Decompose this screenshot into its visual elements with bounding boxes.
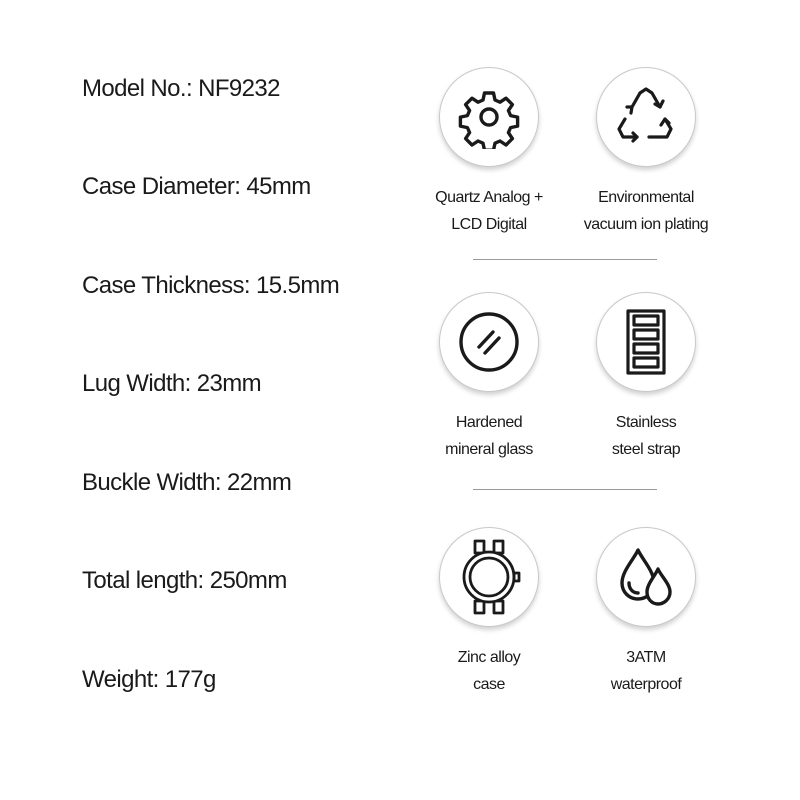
feature-label-line1: Stainless <box>615 414 677 431</box>
spec-buckle-width: Buckle Width: 22mm <box>82 469 292 496</box>
gear-icon <box>457 85 521 149</box>
feature-label <box>566 184 726 238</box>
feature-label-line1: Hardened <box>455 414 523 431</box>
feature-glass <box>409 292 569 463</box>
feature-label-line2: waterproof <box>610 676 682 693</box>
feature-label-line2: mineral glass <box>445 441 533 458</box>
feature-label <box>409 644 569 698</box>
spec-model-number: Model No.: NF9232 <box>82 75 280 102</box>
feature-plating <box>566 67 726 238</box>
feature-case <box>409 527 569 698</box>
spec-case-diameter: Case Diameter: 45mm <box>82 173 311 200</box>
water-drops-icon <box>614 545 678 609</box>
feature-label <box>566 409 726 463</box>
feature-icon-circle <box>596 67 696 167</box>
feature-icon-circle <box>439 527 539 627</box>
feature-label-line1: Zinc alloy <box>457 649 521 666</box>
feature-icon-circle <box>596 527 696 627</box>
watch-case-icon <box>454 537 524 617</box>
feature-label-line2: case <box>473 676 505 693</box>
feature-label-line1: Environmental <box>598 189 694 206</box>
feature-label-line2: vacuum ion plating <box>583 216 709 233</box>
feature-icon-circle <box>596 292 696 392</box>
feature-icon-circle <box>439 292 539 392</box>
section-divider <box>473 489 657 490</box>
feature-label <box>409 184 569 238</box>
recycle-icon <box>611 85 681 149</box>
feature-label <box>566 644 726 698</box>
feature-label-line2: steel strap <box>611 441 681 458</box>
feature-icon-circle <box>439 67 539 167</box>
feature-label-line1: Quartz Analog + <box>435 189 543 206</box>
feature-label <box>409 409 569 463</box>
glass-icon <box>457 310 521 374</box>
spec-lug-width: Lug Width: 23mm <box>82 370 262 397</box>
spec-total-length: Total length: 250mm <box>82 567 287 594</box>
spec-case-thickness: Case Thickness: 15.5mm <box>82 272 340 299</box>
spec-list <box>82 0 412 800</box>
spec-weight: Weight: 177g <box>82 666 216 693</box>
feature-strap <box>566 292 726 463</box>
section-divider <box>473 259 657 260</box>
feature-movement <box>409 67 569 238</box>
feature-label-line1: 3ATM <box>626 649 666 666</box>
feature-label-line2: LCD Digital <box>451 216 527 233</box>
strap-icon <box>622 307 670 377</box>
feature-waterproof <box>566 527 726 698</box>
